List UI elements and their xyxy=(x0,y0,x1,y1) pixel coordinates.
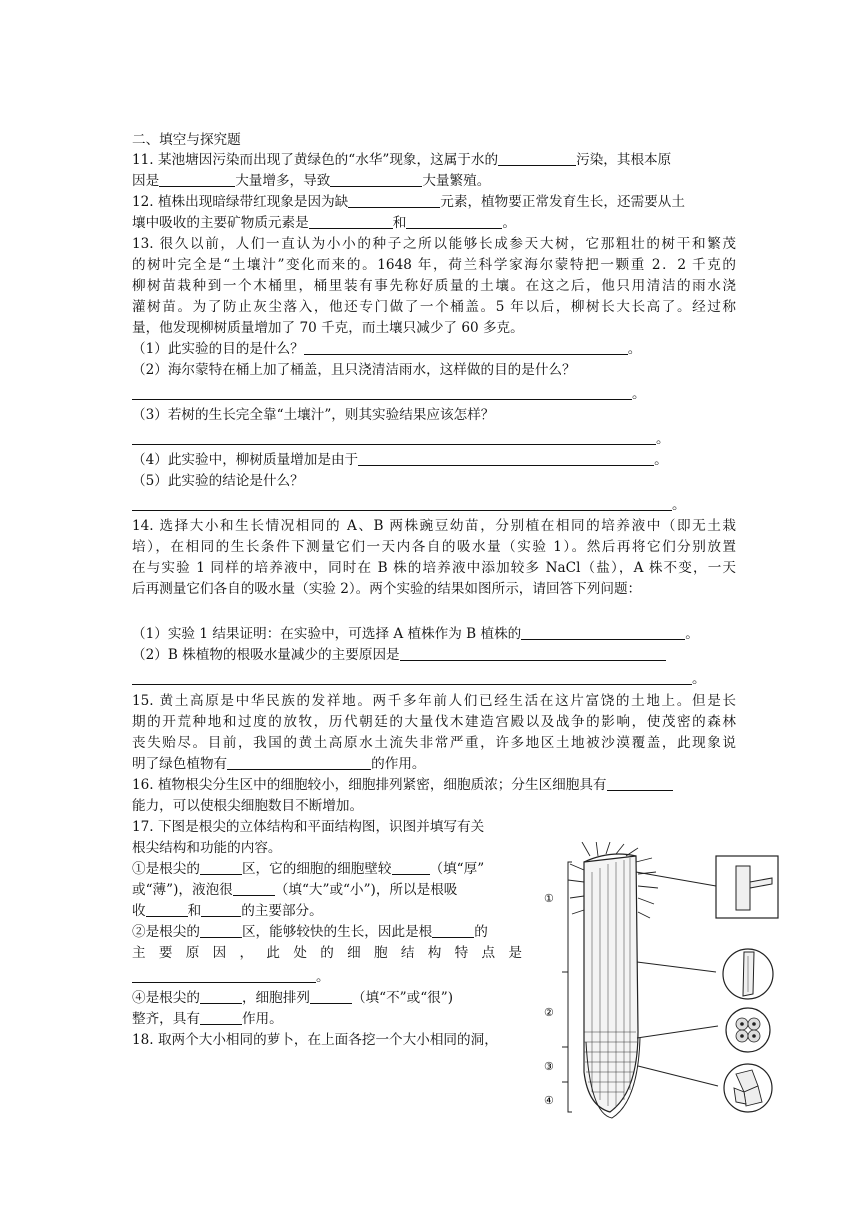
zone-label-2: ② xyxy=(544,1006,554,1019)
q17-item1-line1: ①是根尖的 区，它的细胞的细胞壁较 （填“厚” xyxy=(132,861,485,877)
q14-para-line1: 14. 选择大小和生长情况相同的 A、B 两株豌豆幼苗，分别植在相同的培养液中（即无土栽 xyxy=(132,518,736,534)
q13-sub5: （5）此实验的结论是什么？ xyxy=(132,473,304,489)
elongation-cell-detail xyxy=(723,949,773,999)
q14-blank-3[interactable] xyxy=(132,670,692,685)
q17-blank-10[interactable] xyxy=(310,989,352,1004)
meristem-cell-detail xyxy=(726,1008,770,1052)
q13-sub5-answer: 。 xyxy=(132,496,686,514)
q17-blank-11[interactable] xyxy=(200,1010,242,1025)
q17-item2-line1: ②是根尖的 区，能够较快的生长，因此是根 的 xyxy=(132,924,488,940)
q11-blank-3[interactable] xyxy=(330,172,422,187)
root-cap-cell-detail xyxy=(724,1064,772,1112)
q12-blank-3[interactable] xyxy=(406,214,502,229)
callout-lines xyxy=(636,872,718,1086)
root-hair-cell-detail xyxy=(716,856,778,918)
q13-para-line4: 灌树苗。为了防止灰尘落入，他还专门做了一个桶盖。5 年以后，柳树长大长高了。经过称 xyxy=(132,299,736,315)
q14-sub2: （2）B 株植物的根吸水量减少的主要原因是 xyxy=(132,646,666,664)
q13-blank-4[interactable] xyxy=(358,451,654,466)
q13-para-line5: 量，他发现柳树质量增加了 70 千克，而土壤只减少了 60 多克。 xyxy=(132,320,524,336)
q17-blank-8[interactable] xyxy=(132,968,316,983)
q17-line1: 17. 下图是根尖的立体结构和平面结构图，识图并填写有关 xyxy=(132,819,485,835)
q16-blank-1[interactable] xyxy=(607,776,673,791)
q15-blank-1[interactable] xyxy=(227,755,371,770)
q14-blank-1[interactable] xyxy=(521,625,685,640)
q17-line2: 根尖结构和功能的内容。 xyxy=(132,840,282,856)
q13-para-line1: 13. 很久以前，人们一直认为小小的种子之所以能够长成参天大树，它那粗壮的树干和繁茂 xyxy=(132,236,736,252)
zone-label-1: ① xyxy=(544,892,554,905)
q17-item2-line2: 主 要 原 因 ， 此 处 的 细 胞 结 构 特 点 是 xyxy=(132,945,522,961)
q16-line1: 16. 植物根尖分生区中的细胞较小，细胞排列紧密，细胞质浓；分生区细胞具有 xyxy=(132,776,673,794)
q17-blank-7[interactable] xyxy=(432,923,474,938)
q17-item3-line1: ④是根尖的 ，细胞排列 （填“不”或“很”) xyxy=(132,990,454,1006)
q17-blank-5[interactable] xyxy=(201,902,241,917)
q11-blank-1[interactable] xyxy=(498,151,576,166)
q13-sub2-answer: 。 xyxy=(132,385,646,403)
q13-para-line3: 柳树苗栽种到一个木桶里，桶里装有事先称好质量的土壤。在这之后，他只用清洁的雨水浇 xyxy=(132,278,736,294)
q12-line2: 壤中吸收的主要矿物质元素是 和 。 xyxy=(132,215,516,231)
q11-line2: 因是 大量增多，导致 大量繁殖。 xyxy=(132,173,491,189)
q17-blank-6[interactable] xyxy=(200,923,242,938)
q13-blank-1[interactable] xyxy=(304,340,628,355)
q14-sub2-answer: 。 xyxy=(132,670,706,688)
q14-para-line2: 培），在相同的生长条件下测量它们一天内各自的吸水量（实验 1）。然后再将它们分别放置 xyxy=(132,539,736,555)
q17-blank-9[interactable] xyxy=(200,989,242,1004)
q17-blank-2[interactable] xyxy=(392,860,430,875)
q17-item3-line2: 整齐，具有 作用。 xyxy=(132,1011,283,1027)
q13-blank-3[interactable] xyxy=(132,430,656,445)
q12-line1: 12. 植株出现暗绿带红现象是因为缺 元素，植物要正常发育生长，还需要从土 xyxy=(132,194,685,210)
q14-sub1: （1）实验 1 结果证明：在实验中，可选择 A 植株作为 B 植株的 。 xyxy=(132,626,699,642)
q16-line2: 能力，可以使根尖细胞数目不断增加。 xyxy=(132,798,364,814)
q14-para-line4: 后再测量它们各自的吸水量（实验 2）。两个实验的结果如图所示，请回答下列问题： xyxy=(132,581,642,597)
q17-blank-1[interactable] xyxy=(200,860,242,875)
q17-blank-4[interactable] xyxy=(146,902,188,917)
zone-label-3: ③ xyxy=(544,1060,554,1073)
q15-para-line3: 丧失贻尽。目前，我国的黄土高原水土流失非常严重，许多地区土地被沙漠覆盖，此现象说 xyxy=(132,735,736,751)
q13-blank-2[interactable] xyxy=(132,385,632,400)
q14-blank-2[interactable] xyxy=(400,646,666,661)
q13-blank-5[interactable] xyxy=(132,496,672,511)
section-title: 二、填空与探究题 xyxy=(132,132,241,148)
q13-sub3-answer: 。 xyxy=(132,430,670,448)
zone-bracket xyxy=(562,862,572,1112)
q12-blank-1[interactable] xyxy=(348,193,440,208)
q15-para-line2: 期的开荒种地和过度的放牧，历代朝廷的大量伐木建造宫殿以及战争的影响，使茂密的森林 xyxy=(132,714,736,730)
q13-sub2: （2）海尔蒙特在桶上加了桶盖，且只浇清洁雨水，这样做的目的是什么？ xyxy=(132,362,576,378)
q12-blank-2[interactable] xyxy=(309,214,393,229)
q15-para-line1: 15. 黄土高原是中华民族的发祥地。两千多年前人们已经生活在这片富饶的土地上。但是长 xyxy=(132,693,736,709)
q13-sub3: （3）若树的生长完全靠“土壤汁”，则其实验结果应该怎样？ xyxy=(132,407,495,423)
root-3d-body xyxy=(584,854,640,1118)
zone-label-4: ④ xyxy=(544,1094,554,1107)
q15-para-line4: 明了绿色植物有 的作用。 xyxy=(132,756,426,772)
q13-sub1: （1）此实验的目的是什么？ 。 xyxy=(132,341,642,357)
q18-line1: 18. 取两个大小相同的萝卜，在上面各挖一个大小相同的洞， xyxy=(132,1032,498,1048)
q11-blank-2[interactable] xyxy=(159,172,235,187)
q17-blank-3[interactable] xyxy=(233,881,275,896)
q17-item1-line2: 或“薄”)，液泡很 （填“大”或“小”)，所以是根吸 xyxy=(132,882,458,898)
q17-item2-line3: 。 xyxy=(132,968,330,986)
q13-para-line2: 的树叶完全是“土壤汁”变化而来的。1648 年，荷兰科学家海尔蒙特把一颗重 2．2 千克的 xyxy=(132,257,736,273)
q11-line1: 11. 某池塘因污染而出现了黄绿色的“水华”现象，这属于水的 污染，其根本原 xyxy=(132,152,672,168)
q14-para-line3: 在与实验 1 同样的培养液中，同时在 B 株的培养液中添加较多 NaCl（盐），A 株不变，一天 xyxy=(132,560,736,576)
root-tip-figure xyxy=(540,842,830,1122)
q17-item1-line3: 收 和 的主要部分。 xyxy=(132,903,323,919)
q13-sub4: （4）此实验中，柳树质量增加是由于 。 xyxy=(132,452,668,468)
